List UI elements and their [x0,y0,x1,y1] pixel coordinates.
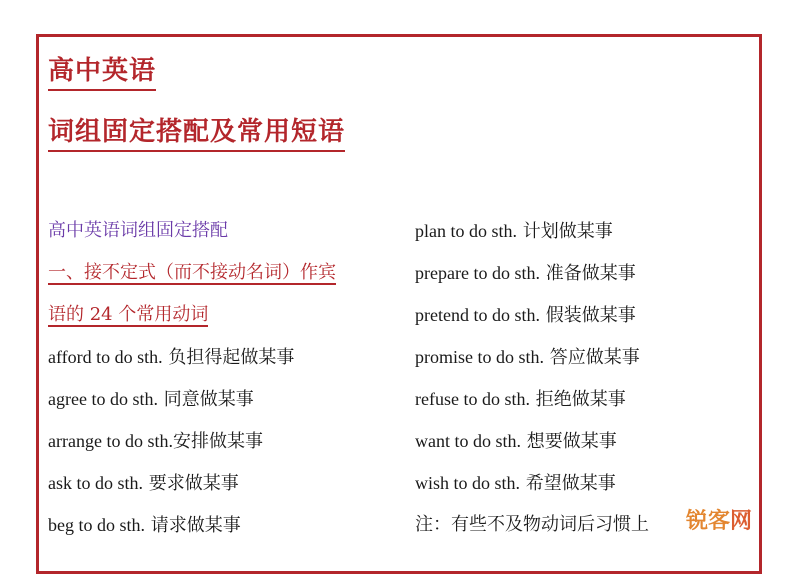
subheading-line-1: 一、接不定式（而不接动名词）作宾 [48,262,336,283]
list-item [415,303,636,328]
section-heading: 高中英语词组固定搭配 [48,220,228,241]
phrase: prepare to do sth. [415,263,540,283]
section-subheading-cont [48,303,208,327]
list-item [48,345,294,370]
list-item [415,345,640,370]
meaning: 同意做某事 [163,389,254,410]
watermark-part-2: 网 [729,509,752,534]
meaning: 拒绝做某事 [535,389,626,410]
meaning: 安排做某事 [172,431,263,452]
note-text: 注：有些不及物动词后习惯上 [415,514,649,535]
meaning: 答应做某事 [549,347,640,368]
document-subtitle: 词组固定搭配及常用短语 [48,117,345,152]
document-title: 高中英语 [48,56,156,91]
list-item [415,429,617,454]
list-item [48,513,241,538]
meaning: 请求做某事 [150,515,241,536]
phrase: promise to do sth. [415,347,544,367]
phrase: wish to do sth. [415,473,521,493]
phrase: arrange to do sth. [48,431,173,451]
phrase: refuse to do sth. [415,389,530,409]
list-item [415,387,626,412]
meaning: 想要做某事 [526,431,617,452]
list-item [415,261,636,286]
meaning: 负担得起做某事 [168,347,295,368]
meaning: 假装做某事 [545,305,636,326]
phrase: ask to do sth. [48,473,144,493]
watermark-logo [686,504,752,535]
phrase: agree to do sth. [48,389,158,409]
phrase: plan to do sth. [415,221,517,241]
list-item [415,219,613,244]
phrase: beg to do sth. [48,515,145,535]
list-item [48,429,263,454]
phrase: afford to do sth. [48,347,163,367]
phrase: want to do sth. [415,431,521,451]
list-item [48,387,254,412]
phrase: pretend to do sth. [415,305,540,325]
meaning: 准备做某事 [545,263,636,284]
watermark-part-1: 锐客 [685,509,730,534]
meaning: 计划做某事 [522,221,613,242]
list-item [415,471,616,496]
meaning: 希望做某事 [525,473,616,494]
section-subheading [48,261,336,285]
meaning: 要求做某事 [148,473,239,494]
subheading-line-2: 语的 24 个常用动词 [48,304,209,325]
list-item [48,471,239,496]
